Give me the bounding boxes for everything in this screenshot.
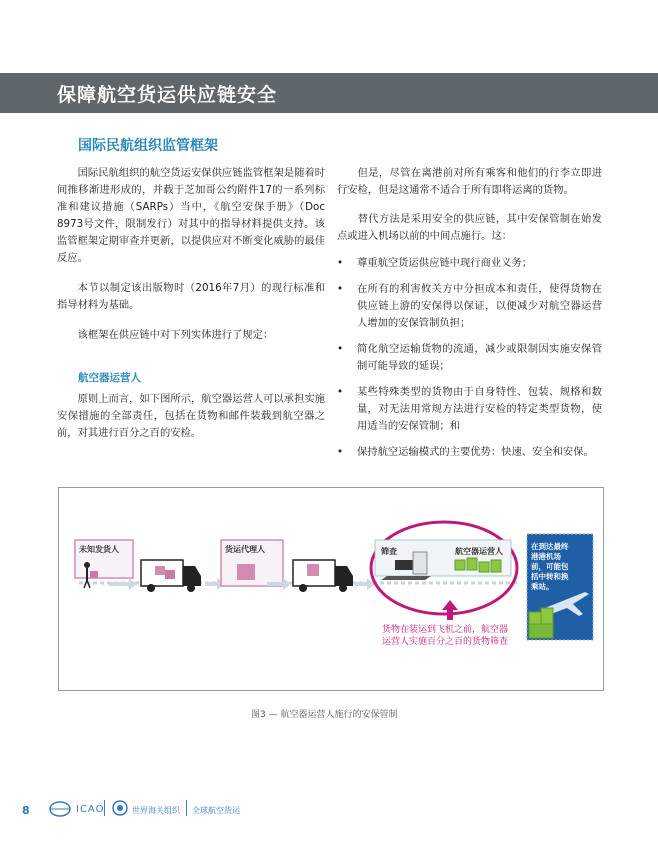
icao-logo-icon — [48, 800, 72, 818]
page-number: 8 — [22, 804, 30, 817]
list-item: • 某些特殊类型的货物由于自身特性、包装、规格和数量，对无法用常规方法进行安检的特定类型货物，使用适当的安保管制；和 — [337, 386, 602, 432]
cargo-pallet-icon — [529, 608, 553, 638]
left-column — [57, 165, 325, 455]
paragraph: 替代方法是采用安全的供应链，其中安保管制在始发点或进入机场以前的中间点施行。这： — [337, 213, 602, 242]
package-icon — [237, 564, 255, 580]
figure-caption: 图3 — 航空器运营人施行的安保管制 — [251, 710, 398, 720]
footer-divider — [186, 800, 187, 816]
label-unknown-shipper: 未知发货人 — [79, 545, 119, 554]
footer-divider — [104, 800, 105, 816]
right-column — [337, 165, 602, 470]
paragraph: 本节以制定该出版物时（2016年7月）的现行标准和指导材料为基础。 — [57, 282, 325, 311]
label-freight-forwarder: 货运代理人 — [225, 545, 265, 554]
paragraph: 但是，尽管在离港前对所有乘客和他们的行李立即进行安检，但是这通常不适合于所有即将运离的货物。 — [337, 167, 602, 196]
callout-text: 货物在装运到飞机之前，航空器运营人实施百分之百的货物筛查 — [381, 625, 508, 647]
figure-box — [58, 487, 604, 691]
up-arrow-icon — [442, 600, 458, 620]
subheading: 航空器运营人 — [78, 372, 141, 384]
label-aircraft-operator: 航空器运营人 — [455, 547, 503, 556]
truck-icon — [293, 560, 353, 592]
supply-chain-diagram — [59, 488, 603, 690]
arrow-icon — [109, 578, 137, 590]
list-item: • 尊重航空货运供应链中现行商业义务； — [337, 257, 533, 269]
page-title: 保障航空货运供应链安全 — [57, 84, 278, 106]
paragraph: 该框架在供应链中对下列实体进行了规定： — [77, 329, 274, 341]
paragraph: 国际民航组织的航空货运安保供应链监管框架是随着时间推移渐进形成的，并载于芝加哥公约附件17的一系列标准和建议措施（SARPs）当中，《航空安保手册》（Doc 8973号文件，限制发行）对其中的指导材料提供支持。该监管框架定期审查并更新，以提供应对不断变化威胁的最佳反应。 — [57, 167, 325, 264]
bullet-list — [337, 255, 602, 461]
destination-note: 在到达最终港港机场前，可能包括中转和换乘站。 — [531, 542, 569, 591]
list-item: • 在所有的利害攸关方中分担成本和责任，使得货物在供应链上游的安保得以保证，以便减少对航空器运营人增加的安保管制负担； — [337, 283, 602, 329]
list-item: • 简化航空运输货物的流通，减少或限制因实施安保管制可能导致的延误； — [337, 343, 602, 372]
truck-icon — [141, 560, 201, 592]
footer-tagline: 全球航空货运 — [192, 806, 240, 815]
icao-label: ICAO — [76, 804, 105, 815]
label-screening: 筛查 — [381, 547, 397, 556]
wco-label: 世界海关组织 — [132, 806, 180, 815]
list-item: • 保持航空运输模式的主要优势：快速、安全和安保。 — [337, 446, 594, 458]
section-title: 国际民航组织监管框架 — [78, 138, 218, 154]
wco-logo-icon — [112, 800, 128, 816]
paragraph: 原则上而言，如下图所示，航空器运营人可以承担实施安保措施的全部责任，包括在货物和邮件装载到航空器之前，对其进行百分之百的安检。 — [57, 393, 325, 439]
